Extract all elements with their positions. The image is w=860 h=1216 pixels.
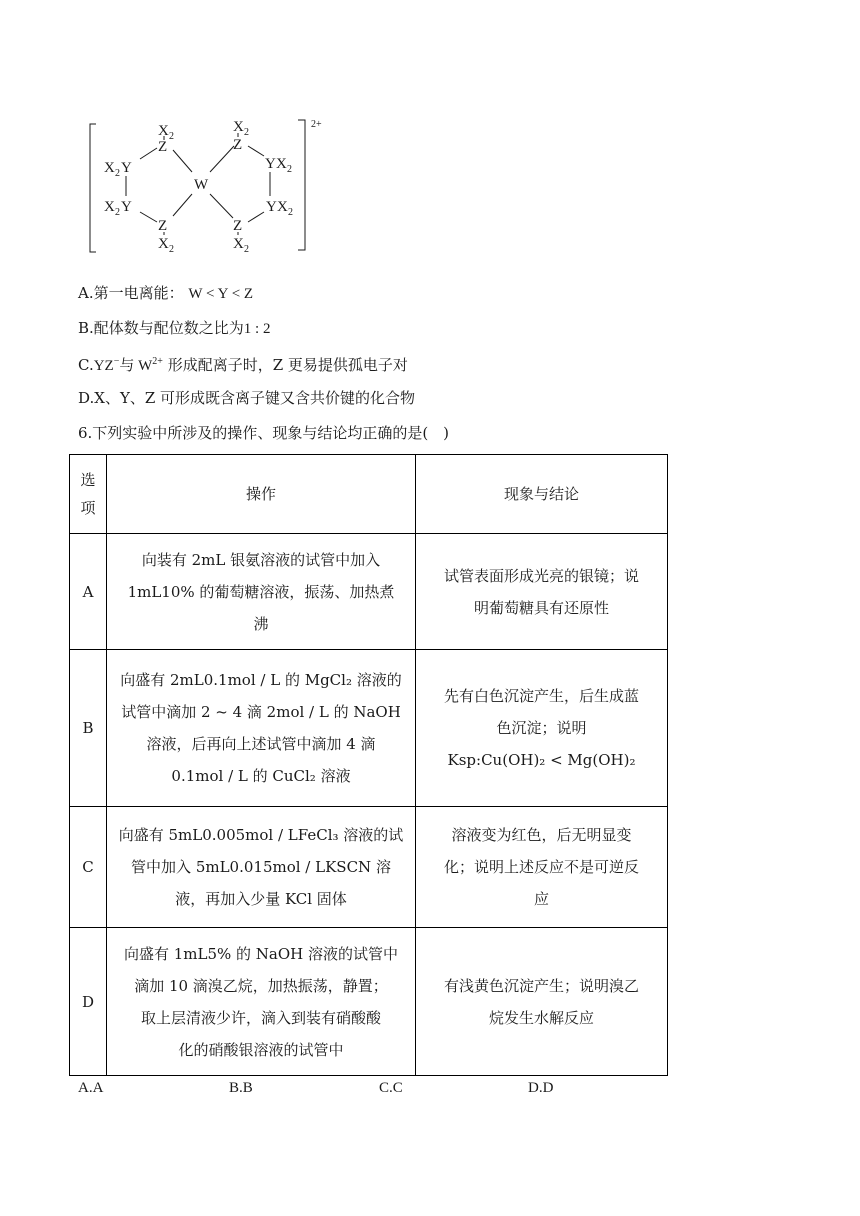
svg-text:2: 2 bbox=[287, 164, 292, 175]
row-operation: 向盛有 1mL5% 的 NaOH 溶液的试管中 滴加 10 滴溴乙烷，加热振荡，静置； 取上层清液少许，滴入到装有硝酸酸 化的硝酸银溶液的试管中 bbox=[107, 928, 416, 1076]
atom-z-bottom-left: Z bbox=[158, 218, 168, 234]
header-option: 选 项 bbox=[70, 455, 107, 534]
row-result: 溶液变为红色，后无明显变 化；说明上述反应不是可逆反 应 bbox=[416, 807, 668, 928]
atom-yx2-right-upper-x: X bbox=[276, 156, 287, 172]
question-6-stem: 6.下列实验中所涉及的操作、现象与结论均正确的是( ) bbox=[78, 424, 450, 442]
atom-x2y-left-upper-x: X bbox=[104, 160, 115, 176]
atom-x-top-right: X bbox=[233, 119, 244, 135]
row-label: A bbox=[70, 534, 107, 650]
right-bracket bbox=[298, 120, 305, 250]
answer-choice-a: A.A bbox=[78, 1080, 104, 1096]
answer-choice-b: B.B bbox=[229, 1080, 253, 1096]
row-label: B bbox=[70, 650, 107, 807]
row-operation: 向装有 2mL 银氨溶液的试管中加入 1mL10% 的葡萄糖溶液，振荡、加热煮 沸 bbox=[107, 534, 416, 650]
table-row-c bbox=[70, 807, 668, 928]
option-5a: A.第一电离能： W < Y < Z bbox=[78, 284, 254, 302]
atom-x2y-left-lower-x: X bbox=[104, 199, 115, 215]
experiment-table bbox=[69, 454, 668, 1076]
option-5b: B.配体数与配位数之比为1 : 2 bbox=[78, 319, 271, 337]
atom-z-top-right: Z bbox=[233, 137, 243, 153]
svg-text:2: 2 bbox=[244, 127, 249, 138]
row-result: 试管表面形成光亮的银镜；说 明葡萄糖具有还原性 bbox=[416, 534, 668, 650]
svg-text:2: 2 bbox=[169, 244, 174, 255]
table-header-row bbox=[70, 455, 668, 534]
atom-w-center: W bbox=[194, 177, 209, 193]
atom-z-bottom-right: Z bbox=[233, 218, 243, 234]
atom-y-left-upper: Y bbox=[121, 160, 132, 176]
header-operation: 操作 bbox=[107, 455, 416, 534]
table-row-a bbox=[70, 534, 668, 650]
atom-yx2-right-lower-x: X bbox=[277, 199, 288, 215]
atom-x-top-left: X bbox=[158, 123, 169, 139]
atom-y-right-lower: Y bbox=[266, 199, 277, 215]
svg-text:2: 2 bbox=[115, 207, 120, 218]
option-5c: C.YZ−与 $W^{2+}$ 形成配离子时，Z 更易提供孤电子对 bbox=[78, 356, 408, 374]
row-label: C bbox=[70, 807, 107, 928]
option-5d: D.X、Y、Z 可形成既含离子键又含共价键的化合物 bbox=[78, 389, 416, 407]
table-row-b bbox=[70, 650, 668, 807]
header-result: 现象与结论 bbox=[416, 455, 668, 534]
atom-y-right-upper: Y bbox=[265, 156, 276, 172]
complex-ion-structure bbox=[82, 112, 342, 262]
charge-superscript: 2+ bbox=[311, 119, 322, 130]
answer-choice-c: C.C bbox=[379, 1080, 403, 1096]
row-label: D bbox=[70, 928, 107, 1076]
svg-text:2: 2 bbox=[244, 244, 249, 255]
svg-text:2: 2 bbox=[115, 168, 120, 179]
row-result: 有浅黄色沉淀产生；说明溴乙 烷发生水解反应 bbox=[416, 928, 668, 1076]
svg-text:2: 2 bbox=[169, 131, 174, 142]
atom-z-top-left: Z bbox=[158, 139, 168, 155]
row-operation: 向盛有 2mL0.1mol / L 的 MgCl₂ 溶液的 试管中滴加 2 ~ 4 滴 2mol / L 的 NaOH 溶液，后再向上述试管中滴加 4 滴 0.1mol / L 的 CuCl₂ 溶液 bbox=[107, 650, 416, 807]
table-row-d bbox=[70, 928, 668, 1076]
row-result: 先有白色沉淀产生，后生成蓝 色沉淀；说明 Ksp:Cu(OH)₂ < Mg(OH)₂ bbox=[416, 650, 668, 807]
atom-x-bottom-right: X bbox=[233, 236, 244, 252]
svg-text:2: 2 bbox=[288, 207, 293, 218]
atom-y-left-lower: Y bbox=[121, 199, 132, 215]
answer-choice-d: D.D bbox=[528, 1080, 554, 1096]
left-bracket bbox=[90, 124, 96, 252]
row-operation: 向盛有 5mL0.005mol / LFeCl₃ 溶液的试 管中加入 5mL0.015mol / LKSCN 溶 液，再加入少量 KCl 固体 bbox=[107, 807, 416, 928]
atom-x-bottom-left: X bbox=[158, 236, 169, 252]
